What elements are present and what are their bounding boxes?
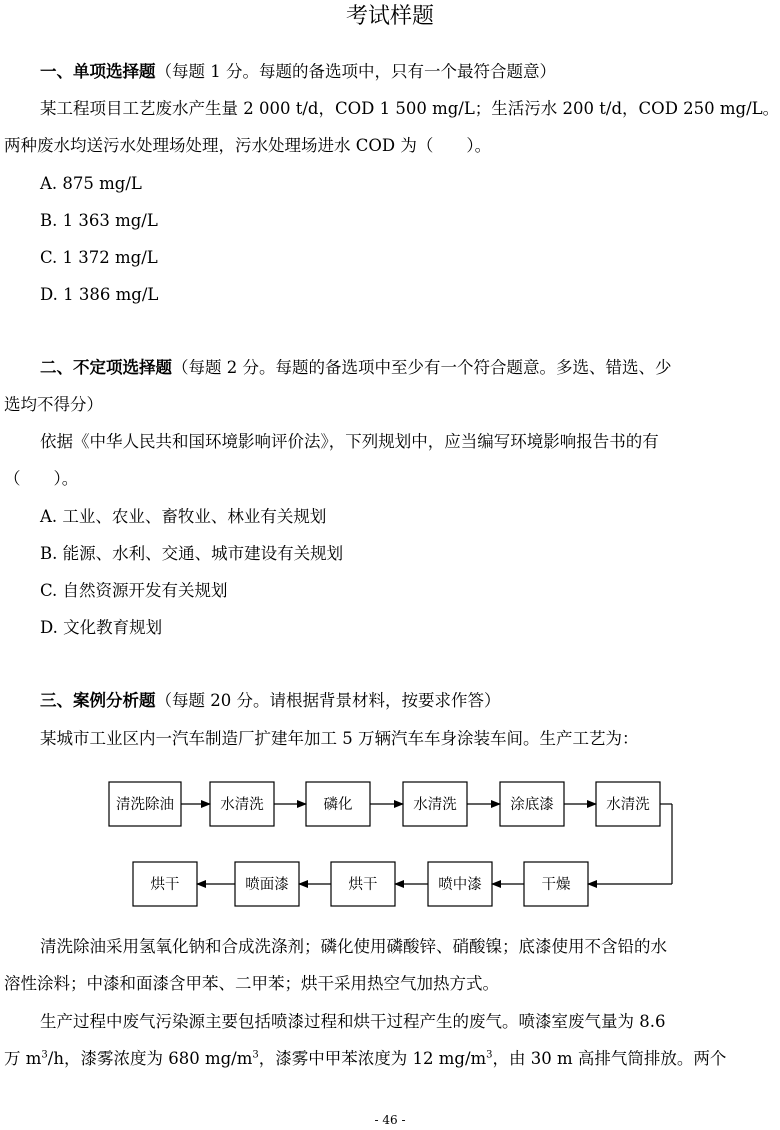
section1-header [40, 61, 556, 83]
question2-stem-line2: （ ）。 [4, 469, 79, 488]
section3-note: （每题 20 分。请根据背景材料，按要求作答） [155, 691, 501, 710]
question1-option-b: B. 1 363 mg/L [40, 211, 158, 230]
case-para1-line2: 溶性涂料；中漆和面漆含甲苯、二甲苯；烘干采用热空气加热方式。 [4, 974, 499, 993]
question1-option-c: C. 1 372 mg/L [40, 248, 158, 267]
flow-label-row1-0: 清洗除油 [116, 797, 174, 813]
case-para2-line2 [4, 1048, 726, 1070]
question1-option-d: D. 1 386 mg/L [40, 285, 159, 304]
section1-note: （每题 1 分。每题的备选项中，只有一个最符合题意） [155, 62, 556, 81]
flow-label-row2-0: 烘干 [150, 877, 180, 893]
para2-text-b: /h，漆雾浓度为 680 mg/m [47, 1049, 253, 1068]
flow-label-row2-3: 喷中漆 [438, 877, 482, 893]
flow-label-row1-4: 涂底漆 [510, 797, 554, 813]
flow-label-row2-2: 烘干 [348, 877, 378, 893]
question2-stem-line1: 依据《中华人民共和国环境影响评价法》，下列规划中，应当编写环境影响报告书的有 [40, 432, 659, 451]
para2-sup2: 3 [252, 1049, 259, 1061]
case-para2-line1: 生产过程中废气污染源主要包括喷漆过程和烘干过程产生的废气。喷漆室废气量为 8.6 [40, 1012, 666, 1031]
section3-heading: 三、案例分析题 [40, 691, 156, 710]
flow-label-row2-1: 喷面漆 [245, 877, 289, 893]
section2-header [40, 357, 672, 379]
section3-header [40, 690, 501, 712]
para2-text-c: ，漆雾中甲苯浓度为 12 mg/m [258, 1049, 487, 1068]
flow-label-row2-4: 干燥 [541, 877, 571, 893]
section2-note-line1: （每题 2 分。每题的备选项中至少有一个符合题意。多选、错选、少 [172, 358, 672, 377]
question2-option-c: C. 自然资源开发有关规划 [40, 581, 228, 600]
question1-option-a: A. 875 mg/L [40, 174, 142, 193]
flow-label-row1-1: 水清洗 [220, 797, 264, 813]
process-flowchart [0, 770, 780, 920]
section1-heading: 一、单项选择题 [40, 62, 156, 81]
page-title: 考试样题 [345, 4, 434, 29]
question2-option-b: B. 能源、水利、交通、城市建设有关规划 [40, 544, 344, 563]
section2-note-line2: 选均不得分） [4, 395, 103, 414]
page-number: - 46 - [374, 1113, 406, 1127]
flow-label-row1-3: 水清洗 [413, 797, 457, 813]
case-para1-line1: 清洗除油采用氢氧化钠和合成洗涤剂；磷化使用磷酸锌、硝酸镍；底漆使用不含铅的水 [40, 937, 667, 956]
question1-stem-line2: 两种废水均送污水处理场处理，污水处理场进水 COD 为（ ）。 [4, 136, 492, 155]
para2-text-d: ，由 30 m 高排气筒排放。两个 [492, 1049, 727, 1068]
section2-heading: 二、不定项选择题 [40, 358, 172, 377]
question2-option-d: D. 文化教育规划 [40, 618, 163, 637]
para2-sup3: 3 [486, 1049, 493, 1061]
flow-label-row1-2: 磷化 [323, 797, 353, 813]
para2-sup1: 3 [41, 1049, 48, 1061]
flow-label-row1-5: 水清洗 [606, 797, 650, 813]
para2-text-a: 万 m [4, 1049, 42, 1068]
question2-option-a: A. 工业、农业、畜牧业、林业有关规划 [40, 507, 327, 526]
question1-stem-line1: 某工程项目工艺废水产生量 2 000 t/d，COD 1 500 mg/L；生活污水 200 t/d，COD 250 mg/L。 [40, 99, 780, 118]
case-intro: 某城市工业区内一汽车制造厂扩建年加工 5 万辆汽车车身涂装车间。生产工艺为： [40, 729, 639, 748]
